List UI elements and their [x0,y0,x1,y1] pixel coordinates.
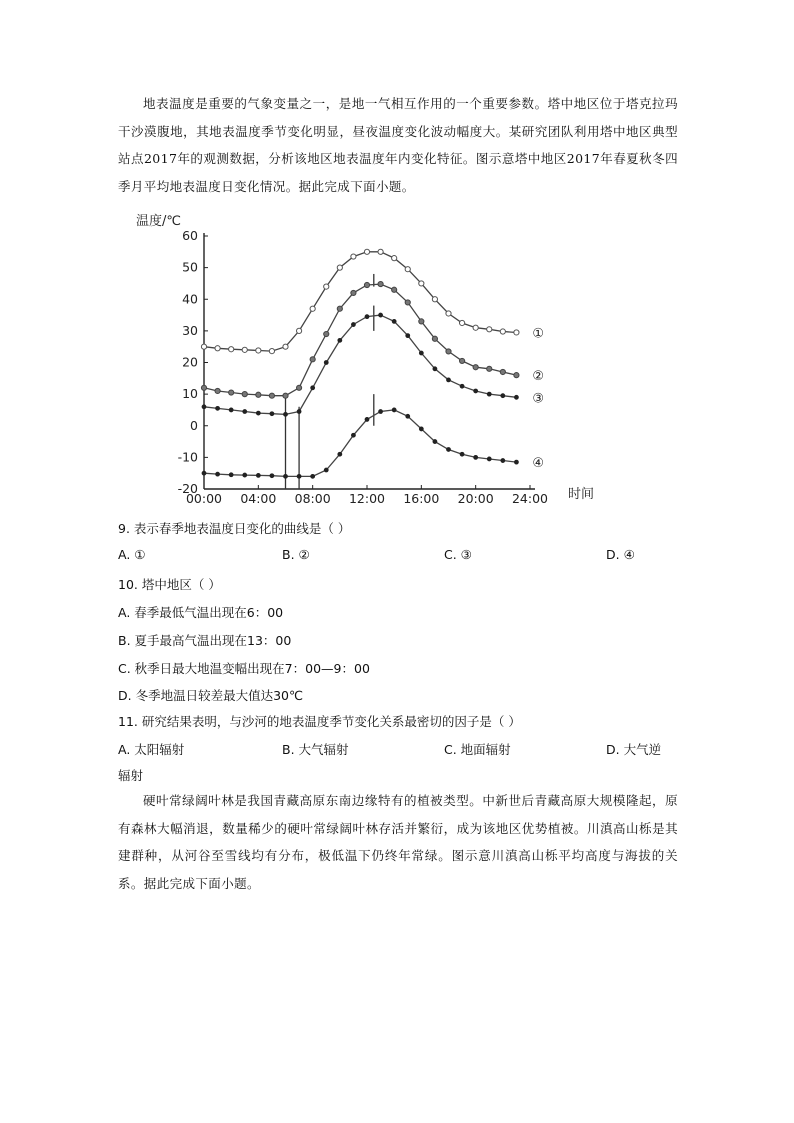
question-11-option-c[interactable]: C. 地面辐射 [444,742,511,757]
data-point [310,357,315,362]
series-label-1: ① [532,326,545,342]
data-point [338,338,342,342]
data-point [311,474,315,478]
data-point [378,281,383,286]
question-9-option-d[interactable]: D. ④ [606,547,635,562]
passage-2-text: 硬叶常绿阔叶林是我国青藏高原东南边缘特有的植被类型。中新世后青藏高原大规模隆起，原有森林大幅消退，数量稀少的硬叶常绿阔叶林存活并繁衍，成为该地区优势植被。川滇高山栎是其建群种，从河谷至雪线均有分布，极低温下仍终年常绿。图示意川滇高山栎平均高度与海拔的关系。据此完成下面小题。 [118,793,678,891]
data-point [229,408,233,412]
question-11-option-a[interactable]: A. 太阳辐射 [118,742,185,757]
data-point [419,351,423,355]
data-point [459,320,464,325]
data-point [216,406,220,410]
data-point [460,384,464,388]
question-10-stem: 10. 塔中地区（ ） [118,577,221,592]
data-point [270,412,274,416]
data-point [419,427,423,431]
data-point [338,452,342,456]
series-label-3: ③ [532,391,545,407]
series-label-2: ② [532,369,545,385]
data-point [500,369,505,374]
question-11-option-d-wrap: 辐射 [118,768,144,783]
data-point [487,457,491,461]
question-10-option-b[interactable]: B. 夏手最高气温出现在13：00 [118,633,292,648]
data-point [379,313,383,317]
question-11-option-b[interactable]: B. 大气辐射 [282,742,349,757]
data-point [447,448,451,452]
data-point [487,327,492,332]
data-point [419,319,424,324]
question-10-option-c[interactable]: C. 秋季日最大地温变幅出现在7：00—9：00 [118,661,370,676]
data-point [501,394,505,398]
data-point [229,347,234,352]
data-point [447,378,451,382]
data-point [256,392,261,397]
data-point [229,473,233,477]
data-point [284,412,288,416]
data-point [215,346,220,351]
series-line-1 [204,252,516,351]
data-point [283,393,288,398]
data-point [446,311,451,316]
data-point [514,373,519,378]
x-tick-label: 16:00 [403,491,440,505]
data-point [229,390,234,395]
question-10-option-d[interactable]: D. 冬季地温日较差最大值达30℃ [118,688,304,703]
data-point [474,389,478,393]
data-point [351,254,356,259]
question-9-option-c[interactable]: C. ③ [444,547,472,562]
data-point [433,367,437,371]
data-point [446,349,451,354]
data-point [296,385,301,390]
intro-text: 地表温度是重要的气象变量之一，是地一气相互作用的一个重要参数。塔中地区位于塔克拉玛干沙漠腹地，其地表温度季节变化明显，昼夜温度变化波动幅度大。某研究团队利用塔中地区典型站点2017年的观测数据，分析该地区地表温度年内变化特征。图示意塔中地区2017年春夏秋冬四季月平均地表温度日变化情况。据此完成下面小题。 [118,96,678,194]
data-point [270,474,274,478]
data-point [202,471,206,475]
data-point [419,281,424,286]
x-axis-label: 时间 [568,487,595,502]
y-tick-label: 40 [182,291,198,307]
data-point [432,297,437,302]
data-point [392,256,397,261]
data-point [406,334,410,338]
data-point [310,306,315,311]
y-tick-label: 10 [182,386,198,402]
data-point [364,249,369,254]
data-point [297,410,301,414]
data-point [283,344,288,349]
data-point [364,282,369,287]
data-point [405,267,410,272]
x-tick-label: 00:00 [185,491,223,505]
x-tick-label: 08:00 [294,491,331,505]
data-point [242,392,247,397]
data-point [296,328,301,333]
data-point [324,331,329,336]
passage-2 [118,787,678,897]
temperature-chart [130,205,610,505]
data-point [216,472,220,476]
y-tick-label: 60 [182,228,198,243]
series-line-4 [204,410,516,477]
question-9-stem: 9. 表示春季地表温度日变化的曲线是（ ） [118,521,351,536]
data-point [324,361,328,365]
y-tick-label: 30 [182,322,198,338]
x-tick-label: 20:00 [457,491,494,505]
data-point [473,365,478,370]
data-point [365,418,369,422]
data-point [242,347,247,352]
data-point [365,315,369,319]
series-line-2 [204,284,516,396]
question-9-option-a[interactable]: A. ① [118,547,146,562]
y-tick-label: -10 [177,449,198,465]
data-point [352,433,356,437]
data-point [515,460,519,464]
data-point [269,393,274,398]
data-point [487,366,492,371]
data-point [297,474,301,478]
data-point [501,459,505,463]
data-point [392,408,396,412]
data-point [324,468,328,472]
data-point [515,395,519,399]
y-tick-label: 20 [182,354,198,370]
chart-plot-area [178,228,548,505]
data-point [256,348,261,353]
data-point [311,386,315,390]
data-point [337,306,342,311]
data-point [406,414,410,418]
data-point [324,284,329,289]
question-9-option-b[interactable]: B. ② [282,547,310,562]
question-10-option-a[interactable]: A. 春季最低气温出现在6：00 [118,605,284,620]
x-tick-label: 12:00 [348,491,386,505]
question-11-stem: 11. 研究结果表明，与沙河的地表温度季节变化关系最密切的因子是（ ） [118,714,521,729]
intro-paragraph [118,90,678,200]
data-point [459,358,464,363]
data-point [337,265,342,270]
y-tick-label: 0 [190,417,198,433]
data-point [379,410,383,414]
data-point [500,329,505,334]
data-point [351,290,356,295]
data-point [460,452,464,456]
data-point [432,336,437,341]
data-point [352,323,356,327]
x-tick-label: 04:00 [240,491,277,505]
data-point [201,344,206,349]
data-point [284,474,288,478]
data-point [243,473,247,477]
data-point [514,330,519,335]
data-point [405,300,410,305]
data-point [487,392,491,396]
data-point [215,388,220,393]
data-point [473,325,478,330]
x-tick-label: 24:00 [511,491,549,505]
data-point [392,287,397,292]
question-11-option-d[interactable]: D. 大气逆 [606,742,662,757]
data-point [378,249,383,254]
data-point [256,411,260,415]
y-tick-label: -20 [177,481,198,496]
data-point [392,319,396,323]
data-point [474,455,478,459]
y-axis-label: 温度/℃ [136,214,181,229]
series-label-4: ④ [532,456,545,472]
data-point [433,440,437,444]
data-point [243,410,247,414]
data-point [201,385,206,390]
data-point [202,405,206,409]
data-point [256,474,260,478]
data-point [269,349,274,354]
y-tick-label: 50 [182,259,198,275]
